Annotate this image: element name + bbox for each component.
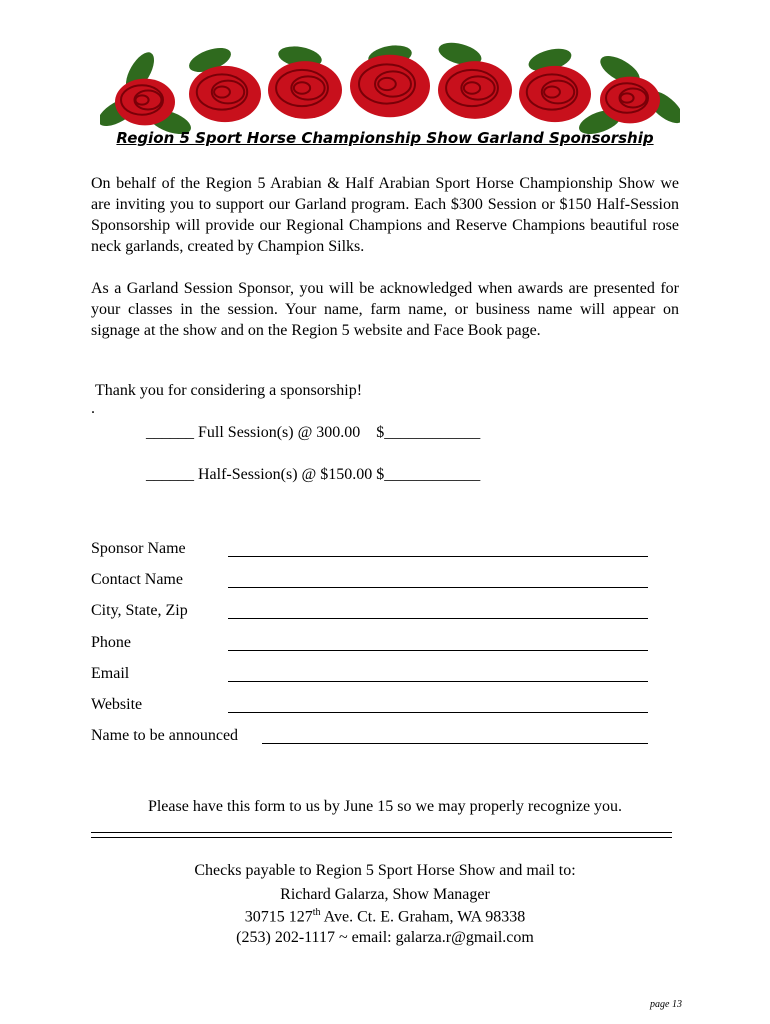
rose-shape — [189, 66, 261, 122]
acknowledgement-paragraph: As a Garland Session Sponsor, you will be acknowledged when awards are presented for your classes in the session. Your name, farm name, or business name will appear on signage at the show and on the Region 5 website and Face Book page. — [91, 280, 679, 339]
manager-name: Richard Galarza, Show Manager — [280, 886, 490, 903]
rose-garland-image — [100, 42, 680, 134]
address-ordinal: th — [312, 907, 321, 918]
intro-paragraph: On behalf of the Region 5 Arabian & Half Arabian Sport Horse Championship Show we are inviting you to support our Garland program. Each $300 Session or $150 Half-Session Sponsorship will provide our Regional Champions and Reserve Champions beautiful rose neck garlands, created by Champion Silks. — [91, 175, 679, 255]
phone-label: Phone — [91, 634, 131, 651]
sponsor-name-field[interactable] — [228, 556, 648, 557]
website-field[interactable] — [228, 712, 648, 713]
full-session-option[interactable]: ______ Full Session(s) @ 300.00 $____________ — [146, 424, 481, 441]
address-street: Ave. Ct. E. Graham, WA 98338 — [320, 908, 526, 926]
contact-name-field[interactable] — [228, 587, 648, 588]
checks-payable-line: Checks payable to Region 5 Sport Horse Show and mail to: — [194, 862, 576, 879]
city-state-zip-field[interactable] — [228, 618, 648, 619]
contact-name-label: Contact Name — [91, 571, 183, 588]
rose-shape — [350, 55, 430, 117]
email-label: Email — [91, 665, 130, 682]
address-number: 30715 127 — [244, 908, 313, 926]
website-label: Website — [91, 696, 143, 713]
mailing-address — [0, 907, 770, 926]
stray-dot: . — [91, 400, 95, 417]
phone-field[interactable] — [228, 650, 648, 651]
double-divider — [91, 832, 672, 838]
half-session-option[interactable]: ______ Half-Session(s) @ $150.00 $____________ — [146, 466, 481, 483]
page-number: page 13 — [650, 999, 682, 1010]
rose-shape — [268, 61, 342, 119]
sponsor-name-label: Sponsor Name — [91, 540, 186, 557]
deadline-notice: Please have this form to us by June 15 so we may properly recognize you. — [147, 798, 623, 815]
rose-shape — [519, 66, 591, 122]
city-state-zip-label: City, State, Zip — [91, 602, 188, 619]
rose-shape — [438, 61, 512, 119]
form-title: Region 5 Sport Horse Championship Show Garland Sponsorship — [116, 129, 654, 147]
rose-shape — [115, 79, 175, 126]
thanks-text: Thank you for considering a sponsorship! — [95, 382, 363, 399]
contact-phone-email: (253) 202-1117 ~ email: galarza.r@gmail.com — [236, 929, 534, 946]
name-to-be-announced-field[interactable] — [262, 743, 648, 744]
name-to-be-announced-label: Name to be announced — [91, 727, 239, 744]
rose-shape — [600, 77, 660, 124]
email-field[interactable] — [228, 681, 648, 682]
